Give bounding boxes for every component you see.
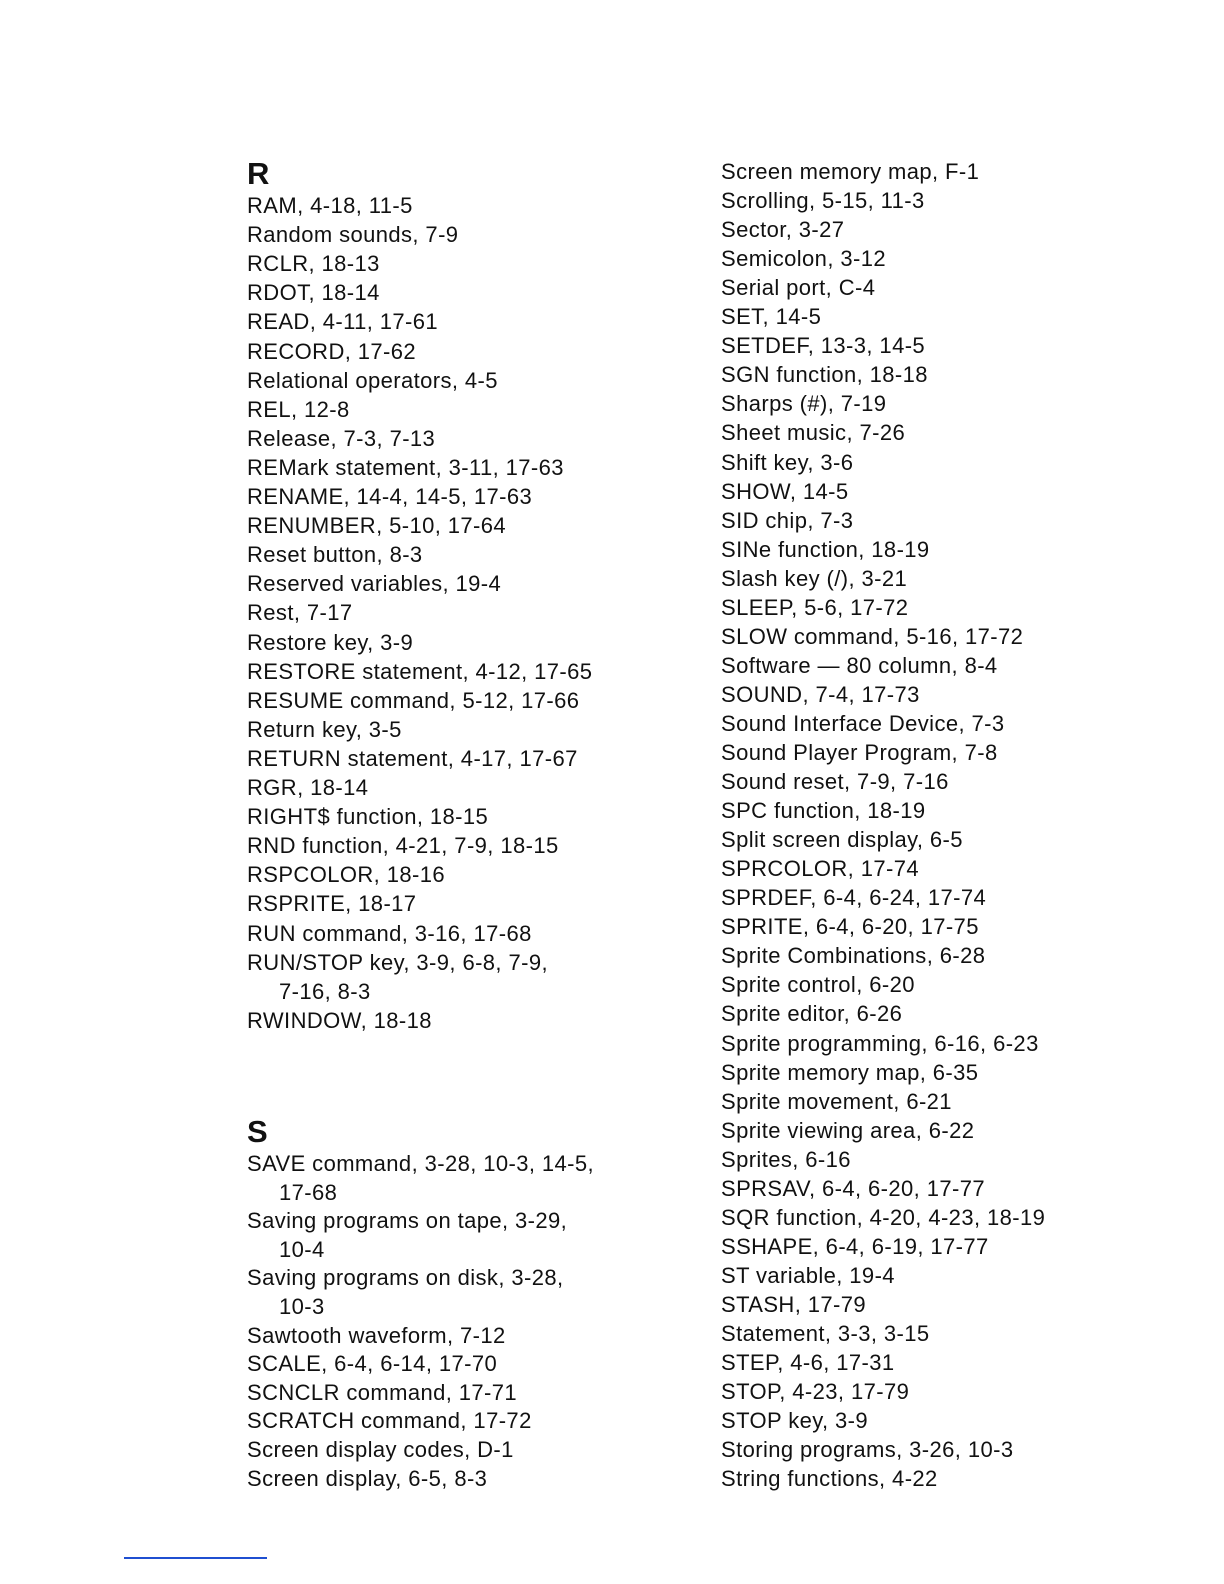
index-entry <box>247 889 416 918</box>
index-entry-text: Release, 7-3, 7-13 <box>247 425 436 451</box>
index-entry <box>721 622 1023 651</box>
footer-rule <box>124 1557 267 1559</box>
index-entry-text: Sound reset, 7-9, 7-16 <box>721 769 949 795</box>
index-entry <box>721 564 907 593</box>
index-entry <box>721 680 920 709</box>
index-entry-text: RDOT, 18-14 <box>247 280 380 306</box>
index-entry-text: SPRDEF, 6-4, 6-24, 17-74 <box>721 885 987 911</box>
index-entry <box>721 767 949 796</box>
index-entry <box>721 1087 952 1116</box>
index-entry <box>721 1377 909 1406</box>
index-entry-text: RENUMBER, 5-10, 17-64 <box>247 513 507 539</box>
index-entry-text: Sprite memory map, 6-35 <box>721 1059 979 1085</box>
index-entry <box>721 389 886 418</box>
index-entry <box>721 1058 978 1087</box>
index-entry <box>247 919 532 948</box>
index-entry-text: RAM, 4-18, 11-5 <box>247 193 413 218</box>
index-entry-text: Saving programs on disk, 3-28, <box>247 1265 564 1291</box>
index-entry <box>247 424 435 453</box>
index-entry-text: SCRATCH command, 17-72 <box>247 1408 532 1434</box>
index-entry <box>721 941 985 970</box>
index-entry <box>247 686 579 715</box>
index-entry <box>247 540 423 569</box>
index-entry-text: Screen display codes, D-1 <box>247 1437 514 1462</box>
index-entry <box>721 477 848 506</box>
index-entry-text: SOUND, 7-4, 17-73 <box>721 681 920 707</box>
index-entry-text: RGR, 18-14 <box>247 775 369 800</box>
index-entry <box>721 360 928 389</box>
index-entry-continuation: 7-16, 8-3 <box>279 978 371 1004</box>
index-entry <box>247 1206 567 1264</box>
index-entry-continuation: 10-3 <box>279 1294 325 1320</box>
index-entry-text: SPC function, 18-19 <box>721 798 926 824</box>
index-entry <box>247 395 350 424</box>
index-entry <box>721 448 853 477</box>
index-entry <box>247 1321 506 1350</box>
index-entry <box>247 1378 517 1407</box>
section-heading-s: S <box>247 1114 268 1149</box>
index-entry <box>247 831 559 860</box>
index-entry-text: Relational operators, 4-5 <box>247 367 498 393</box>
index-entry-text: REL, 12-8 <box>247 396 350 422</box>
index-entry <box>721 970 915 999</box>
index-entry <box>721 1435 1013 1464</box>
index-entry <box>721 1406 868 1435</box>
index-entry-text: RWINDOW, 18-18 <box>247 1007 432 1033</box>
index-entry-text: SPRITE, 6-4, 6-20, 17-75 <box>721 914 979 940</box>
index-entry-text: Software — 80 column, 8-4 <box>721 652 998 678</box>
index-entry <box>721 302 821 331</box>
index-entry <box>247 860 445 889</box>
index-entry <box>247 1149 594 1207</box>
index-entry-text: RENAME, 14-4, 14-5, 17-63 <box>247 484 533 509</box>
section-heading-r: R <box>247 156 270 191</box>
index-entry-text: SINe function, 18-19 <box>721 536 930 562</box>
index-entry-text: Return key, 3-5 <box>247 716 402 742</box>
index-entry <box>721 535 930 564</box>
index-entry-text: Statement, 3-3, 3-15 <box>721 1321 930 1346</box>
index-entry-text: SHOW, 14-5 <box>721 478 849 504</box>
index-entry-text: SLOW command, 5-16, 17-72 <box>721 623 1024 649</box>
index-entry-text: STASH, 17-79 <box>721 1291 867 1317</box>
index-entry <box>721 1145 851 1174</box>
index-entry-text: Sector, 3-27 <box>721 217 845 243</box>
index-entry <box>247 1406 532 1435</box>
index-entry-text: Saving programs on tape, 3-29, <box>247 1208 568 1234</box>
index-entry <box>247 773 368 802</box>
index-entry-text: Semicolon, 3-12 <box>721 246 886 272</box>
index-entry-text: Sprite editor, 6-26 <box>721 1001 903 1027</box>
index-entry-text: RND function, 4-21, 7-9, 18-15 <box>247 833 559 859</box>
index-entry <box>721 593 908 622</box>
index-entry <box>247 1263 564 1321</box>
index-entry-text: Scrolling, 5-15, 11-3 <box>721 188 925 214</box>
index-entry <box>721 883 986 912</box>
index-entry-text: Serial port, C-4 <box>721 275 876 301</box>
index-entry <box>247 307 438 336</box>
index-entry-text: Sprite Combinations, 6-28 <box>721 943 986 969</box>
index-entry-text: SPRSAV, 6-4, 6-20, 17-77 <box>721 1175 985 1201</box>
index-entry-text: SAVE command, 3-28, 10-3, 14-5, <box>247 1151 595 1176</box>
index-entry-text: RIGHT$ function, 18-15 <box>247 804 489 830</box>
index-entry-text: STOP key, 3-9 <box>721 1408 869 1434</box>
index-entry <box>721 999 902 1028</box>
index-entry <box>721 1116 974 1145</box>
index-entry-text: RUN command, 3-16, 17-68 <box>247 920 532 946</box>
index-entry <box>247 1435 514 1464</box>
index-entry <box>247 802 488 831</box>
index-entry-text: Sound Interface Device, 7-3 <box>721 710 1005 736</box>
index-entry-text: SID chip, 7-3 <box>721 507 854 533</box>
index-entry-text: STOP, 4-23, 17-79 <box>721 1379 910 1405</box>
index-entry-text: REMark statement, 3-11, 17-63 <box>247 454 564 480</box>
index-entry <box>247 948 548 1006</box>
index-entry <box>721 738 998 767</box>
index-entry <box>721 1232 989 1261</box>
index-entry-text: Sprites, 6-16 <box>721 1146 851 1172</box>
index-entry-text: RECORD, 17-62 <box>247 338 417 364</box>
index-entry-text: Screen display, 6-5, 8-3 <box>247 1465 488 1491</box>
index-entry <box>721 651 998 680</box>
index-entry-text: Reset button, 8-3 <box>247 542 423 568</box>
index-entry <box>721 1174 985 1203</box>
index-entry <box>247 628 413 657</box>
index-entry <box>721 506 853 535</box>
index-entry-text: RETURN statement, 4-17, 17-67 <box>247 745 578 771</box>
index-entry-text: Reserved variables, 19-4 <box>247 571 502 597</box>
index-entry <box>721 157 979 186</box>
index-entry-text: Screen memory map, F-1 <box>721 159 980 184</box>
index-entry-text: Slash key (/), 3-21 <box>721 565 908 591</box>
index-entry <box>247 191 413 220</box>
index-entry <box>721 912 979 941</box>
index-entry <box>721 1464 938 1493</box>
index-entry-text: Random sounds, 7-9 <box>247 222 459 248</box>
index-entry-text: ST variable, 19-4 <box>721 1262 895 1288</box>
index-entry-text: Sawtooth waveform, 7-12 <box>247 1322 506 1348</box>
index-entry-text: Sprite programming, 6-16, 6-23 <box>721 1030 1039 1056</box>
index-entry-text: Sprite control, 6-20 <box>721 972 915 998</box>
index-entry-text: Sheet music, 7-26 <box>721 420 906 446</box>
index-entry <box>247 1349 497 1378</box>
index-entry-text: Sound Player Program, 7-8 <box>721 740 998 765</box>
index-entry <box>721 854 919 883</box>
index-entry <box>247 598 353 627</box>
index-entry <box>721 825 963 854</box>
index-entry <box>247 337 416 366</box>
index-entry <box>247 249 380 278</box>
index-entry <box>247 278 380 307</box>
index-entry-text: STEP, 4-6, 17-31 <box>721 1350 895 1376</box>
index-entry <box>247 482 532 511</box>
index-entry <box>721 244 886 273</box>
index-entry-text: SQR function, 4-20, 4-23, 18-19 <box>721 1204 1046 1230</box>
index-entry-text: Shift key, 3-6 <box>721 449 854 475</box>
index-entry <box>721 215 844 244</box>
index-entry <box>247 366 498 395</box>
index-entry <box>247 1464 487 1493</box>
index-entry-text: Sprite viewing area, 6-22 <box>721 1117 975 1143</box>
index-entry-text: SSHAPE, 6-4, 6-19, 17-77 <box>721 1233 989 1259</box>
index-entry-text: RCLR, 18-13 <box>247 251 380 277</box>
index-entry-continuation: 10-4 <box>279 1237 325 1263</box>
index-entry <box>721 1029 1039 1058</box>
index-entry-text: String functions, 4-22 <box>721 1466 938 1492</box>
index-entry-text: SGN function, 18-18 <box>721 362 928 388</box>
index-entry-text: SET, 14-5 <box>721 304 822 330</box>
index-entry <box>247 715 402 744</box>
index-entry <box>721 1203 1045 1232</box>
index-entry <box>721 418 905 447</box>
index-entry-text: RUN/STOP key, 3-9, 6-8, 7-9, <box>247 949 548 975</box>
index-entry-text: Sprite movement, 6-21 <box>721 1088 952 1114</box>
index-entry-text: RSPCOLOR, 18-16 <box>247 862 445 888</box>
index-entry-text: SCNCLR command, 17-71 <box>247 1379 518 1405</box>
index-entry <box>721 1348 895 1377</box>
index-entry <box>721 1319 930 1348</box>
index-entry-continuation: 17-68 <box>279 1180 338 1205</box>
index-entry <box>247 511 506 540</box>
index-entry-text: Sharps (#), 7-19 <box>721 391 887 417</box>
index-entry <box>247 453 564 482</box>
index-entry <box>721 796 926 825</box>
index-entry-text: Rest, 7-17 <box>247 600 353 626</box>
index-entry <box>721 709 1005 738</box>
index-entry-text: RSPRITE, 18-17 <box>247 891 417 917</box>
index-entry-text: Split screen display, 6-5 <box>721 827 963 853</box>
index-entry <box>721 1261 895 1290</box>
index-entry-text: SLEEP, 5-6, 17-72 <box>721 594 909 620</box>
index-entry-text: READ, 4-11, 17-61 <box>247 309 439 335</box>
index-entry-text: SCALE, 6-4, 6-14, 17-70 <box>247 1351 498 1377</box>
index-entry <box>247 569 501 598</box>
index-entry <box>247 744 578 773</box>
index-entry-text: Storing programs, 3-26, 10-3 <box>721 1437 1014 1463</box>
index-entry-text: RESUME command, 5-12, 17-66 <box>247 687 580 713</box>
index-entry-text: SPRCOLOR, 17-74 <box>721 856 919 882</box>
index-entry-text: SETDEF, 13-3, 14-5 <box>721 333 926 359</box>
index-entry-text: Restore key, 3-9 <box>247 629 414 655</box>
index-entry <box>721 1290 866 1319</box>
index-entry <box>721 331 925 360</box>
index-entry <box>247 220 458 249</box>
index-entry <box>721 273 875 302</box>
index-entry <box>247 657 592 686</box>
index-entry <box>721 186 925 215</box>
index-entry <box>247 1006 432 1035</box>
index-entry-text: RESTORE statement, 4-12, 17-65 <box>247 658 593 684</box>
